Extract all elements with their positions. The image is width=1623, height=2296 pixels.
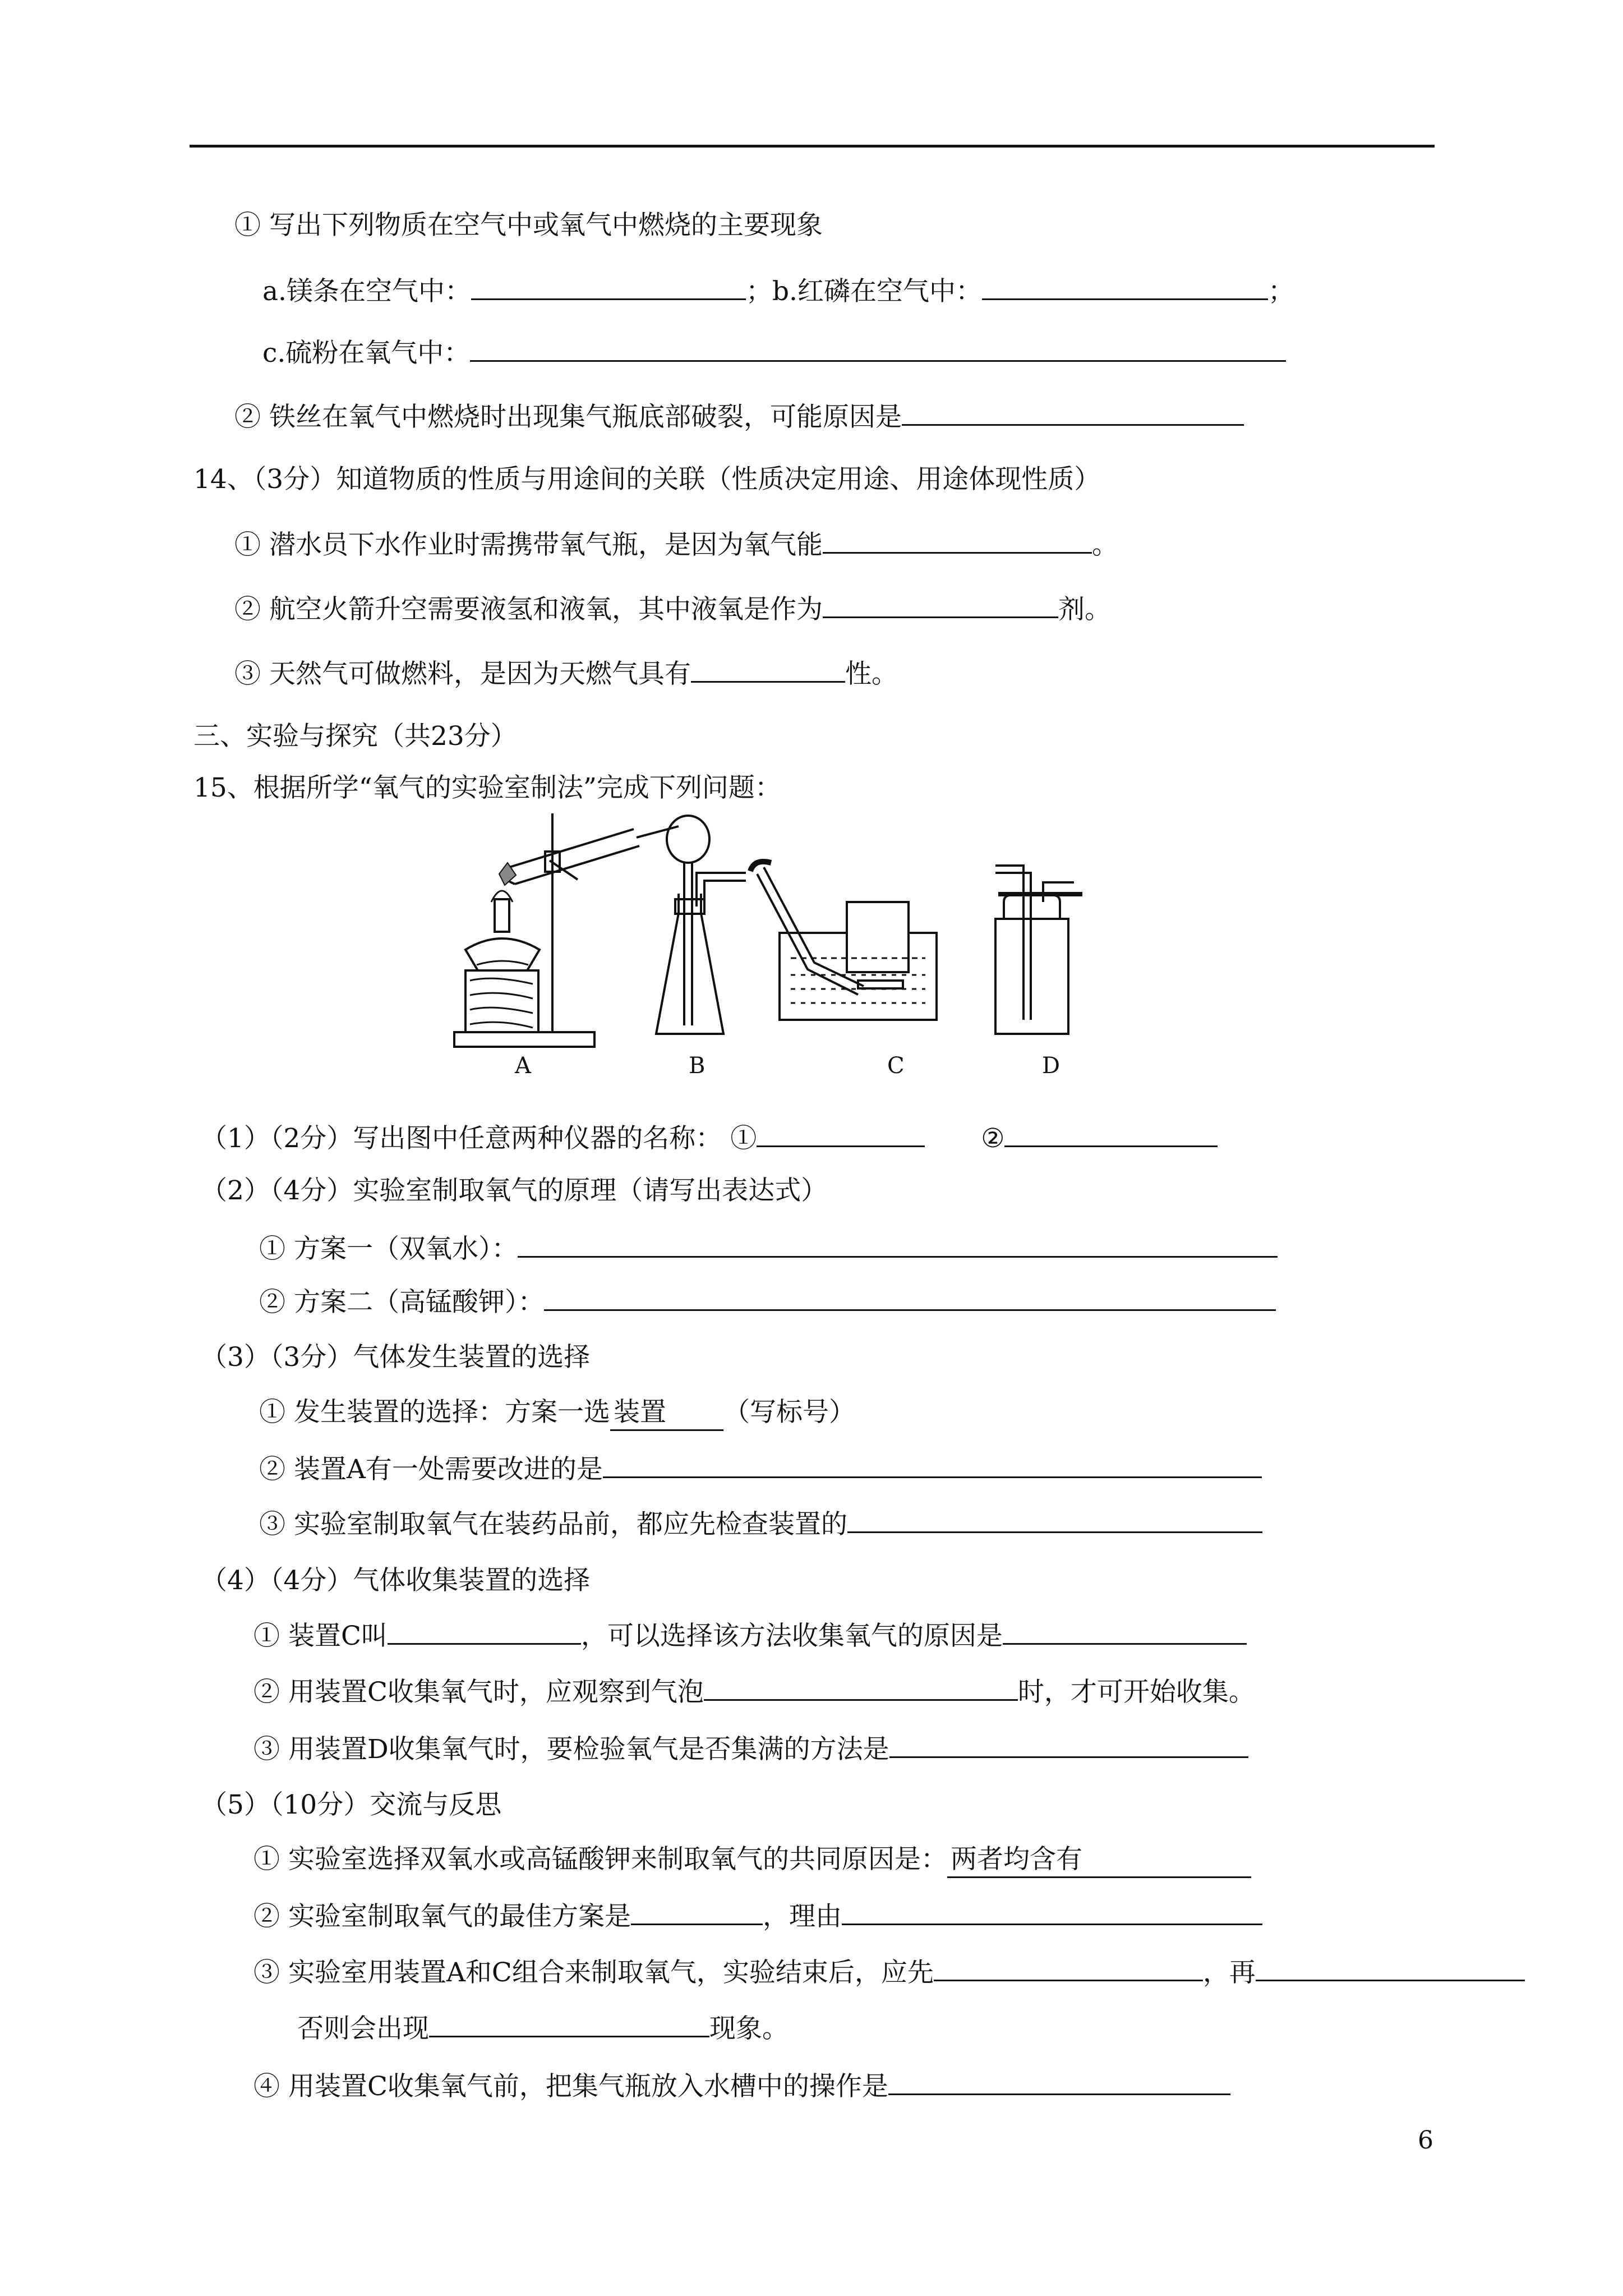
q15-part-2-item-2: ② 方案二（高锰酸钾）： [259,1285,1276,1319]
apparatus-b [656,816,746,1034]
answer-blank[interactable] [1004,1121,1218,1147]
q15-part-3-item-2: ② 装置A有一处需要改进的是 [259,1452,1262,1487]
answer-blank[interactable] [429,2011,709,2037]
header-rule [190,145,1435,148]
answer-blank[interactable] [544,1285,1276,1311]
figure-label-a: A [515,1053,531,1079]
q15-part-2-title: （2）（4分）实验室制取氧气的原理（请写出表达式） [201,1175,828,1206]
figure-label-b: B [689,1053,706,1079]
q13-item-1: ① 写出下列物质在空气中或氧气中燃烧的主要现象 [234,210,823,241]
q15-part-5-item-1: ① 实验室选择双氧水或高锰酸钾来制取氧气的共同原因是： 两者均含有 [253,1843,1251,1878]
q15-part-4-item-1: ① 装置C叫 ，可以选择该方法收集氧气的原因是 [253,1618,1247,1653]
answer-blank[interactable] [934,1955,1203,1981]
lab-apparatus-figure [443,807,1105,1087]
q15-part-2-item-1: ① 方案一（双氧水）： [259,1231,1278,1266]
answer-blank[interactable] [847,1507,1262,1533]
apparatus-d [995,866,1082,1034]
q14-item-1: ① 潜水员下水作业时需携带氧气瓶，是因为氧气能 。 [234,527,1118,562]
answer-blank[interactable] [842,1899,1262,1925]
answer-blank[interactable] [518,1231,1278,1258]
answer-blank[interactable] [388,1618,581,1645]
apparatus-a [454,813,679,1047]
figure-label-d: D [1042,1053,1061,1079]
answer-blank[interactable] [1256,1955,1525,1981]
figure-label-c: C [887,1053,905,1079]
answer-blank[interactable] [823,527,1092,554]
section-3-title: 三、实验与探究（共23分） [193,721,517,752]
q15-part-5-item-3-continued: 否则会出现 现象。 [297,2011,789,2046]
q15-title: 15、根据所学“氧气的实验室制法”完成下列问题： [193,772,781,803]
filled-answer[interactable]: 两者均含有 [947,1843,1251,1878]
answer-blank[interactable] [603,1452,1262,1478]
q15-part-5-item-4: ④ 用装置C收集氧气前，把集气瓶放入水槽中的操作是 [253,2069,1230,2104]
page-number: 6 [1418,2126,1433,2155]
q15-part-4-item-3: ③ 用装置D收集氧气时，要检验氧气是否集满的方法是 [253,1732,1248,1766]
q13-item-a-b: a.镁条在空气中： ；b.红磷在空气中： ； [262,274,1294,309]
q13-item-c: c.硫粉在氧气中： [262,335,1286,370]
answer-blank[interactable] [691,656,845,683]
answer-blank[interactable] [470,335,1286,362]
answer-blank[interactable] [888,2069,1230,2095]
answer-blank[interactable] [982,274,1268,300]
answer-blank[interactable] [823,592,1058,618]
q15-part-5-title: （5）（10分）交流与反思 [201,1789,502,1820]
q15-part-5-item-3: ③ 实验室用装置A和C组合来制取氧气，实验结束后，应先 ，再 [253,1955,1525,1990]
q14-item-2: ② 航空火箭升空需要液氢和液氧，其中液氧是作为 剂。 [234,592,1111,627]
q15-part-3-item-3: ③ 实验室制取氧气在装药品前，都应先检查装置的 [259,1507,1262,1542]
q15-part-4-title: （4）（4分）气体收集装置的选择 [201,1565,591,1596]
q13-item-2: ② 铁丝在氧气中燃烧时出现集气瓶底部破裂，可能原因是 [234,399,1244,434]
answer-blank[interactable] [889,1732,1248,1758]
q15-part-3-item-1: ① 发生装置的选择：方案一选 装置 （写标号） [259,1396,855,1431]
q14-item-3: ③ 天然气可做燃料，是因为天燃气具有 性。 [234,656,898,691]
answer-blank[interactable] [471,274,746,300]
apparatus-c [750,862,937,1020]
answer-blank[interactable] [902,399,1244,426]
filled-answer[interactable]: 装置 [610,1396,723,1431]
answer-blank[interactable] [704,1674,1018,1701]
answer-blank[interactable] [757,1121,925,1147]
q15-part-3-title: （3）（3分）气体发生装置的选择 [201,1342,591,1373]
answer-blank[interactable] [1003,1618,1247,1645]
q15-part-1: （1）（2分）写出图中任意两种仪器的名称： ① ② [201,1121,1218,1156]
q15-part-4-item-2: ② 用装置C收集氧气时，应观察到气泡 时，才可开始收集。 [253,1674,1255,1709]
q15-part-5-item-2: ② 实验室制取氧气的最佳方案是 ，理由 [253,1899,1262,1934]
q14-title: 14、（3分）知道物质的性质与用途间的关联（性质决定用途、用途体现性质） [193,464,1101,495]
answer-blank[interactable] [631,1899,763,1925]
